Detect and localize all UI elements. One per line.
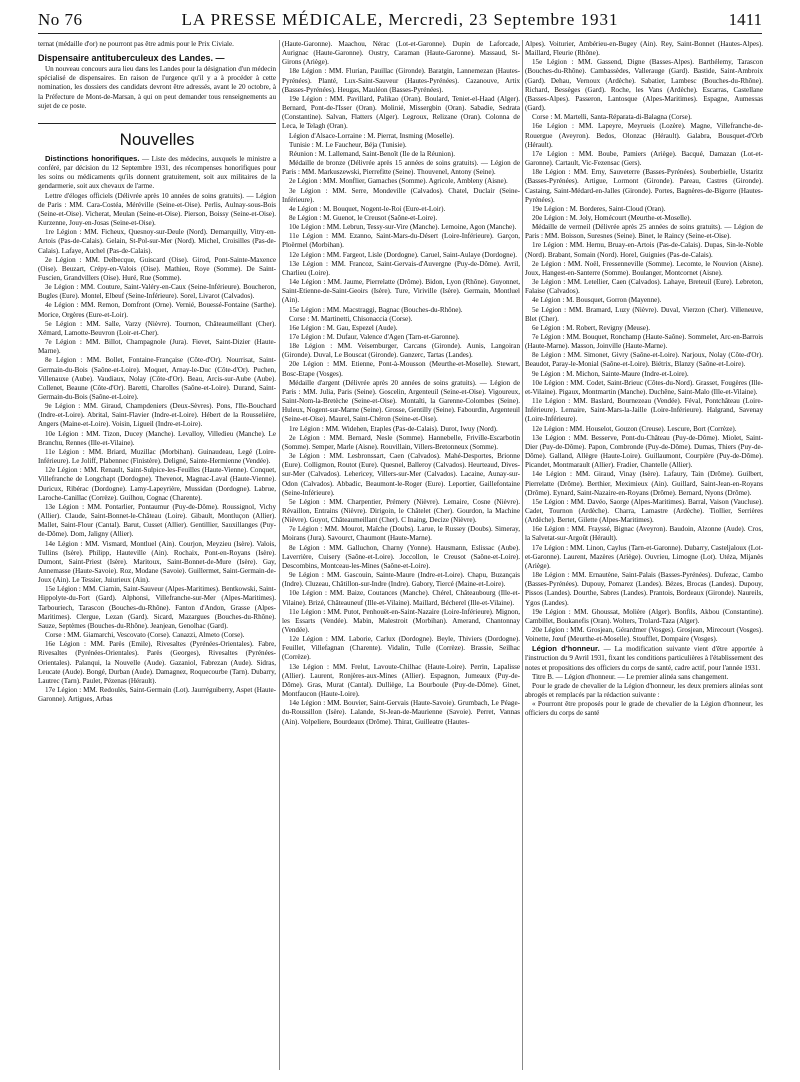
list-item: 3e Légion : MM. Serre, Mondeville (Calvados). Chatel, Duclair (Seine-Inférieure). [282, 186, 520, 204]
list-item: 3e Légion : MM. Letellier, Caen (Calvados). Lahaye, Breteuil (Eure). Lebreton, Falaise (Calvados). [525, 278, 763, 296]
list-item: 10e Légion : MM. Baize, Coutances (Manche). Chérel, Châteaubourg (Ille-et-Vilaine). Brizé, Châteauneuf (Ille-et-Vilaine). Maillard, Bécherel (Ille-et-Vilaine). [282, 589, 520, 607]
list-item: 12e Légion : MM. Fargeot, Lisle (Dordogne). Caruel, Saint-Aulaye (Dordogne). [289, 250, 517, 259]
list-item: 9e Légion : M. Michon, Sainte-Maure (Indre-et-Loire). [532, 369, 689, 378]
list-item: Corse : MM. Giamarchi, Vescovato (Corse). Canazzi, Almeto (Corse). [45, 631, 245, 640]
list-item: 10e Légion : MM. Codet, Saint-Brieuc (Côtes-du-Nord). Grasset, Fougères (Ille-et-Vilaine). Pigaux, Montmartin (Manche). Duchêne, Saint-Malo (Ille-et-Vilaine). [525, 378, 763, 396]
list-item: 19e Légion : M. Borderes, Saint-Cloud (Oran). [532, 204, 666, 213]
list-item: 18e Légion : MM. Ernautène, Saint-Palais (Basses-Pyrénées). Dufezac, Cambo (Basses-Pyrénées). Dupouy, Pomarez (Landes). Bézes, Brocas (Landes). Dupouy, Pissos (Landes). Dourthe, Sabres (Landes). Prantois, Bordeaux (Gironde). Naureils, Ygos (Landes). [525, 571, 763, 607]
column-divider [522, 40, 523, 1070]
journal-title: LA PRESSE MÉDICALE, Mercredi, 23 Septembre 1931 [181, 10, 619, 29]
list-item: 7e Légion : MM. Mourot, Maîche (Doubs). Larue, le Russey (Doubs). Simeray, Moirans (Jura). Savourct, Chaumont (Haute-Marne). [282, 525, 520, 543]
list-item: 17e Légion : M. Dufaur, Valence d'Agen (Tarn-et-Garonne). [289, 333, 460, 341]
list-item: 1re Légion : MM. Hernu, Bruay-en-Artois (Pas-de-Calais). Dupas, Sin-le-Noble (Nord). Brabant, Somain (Nord). Horel, Guignies (Pas-de-Calais). [525, 241, 763, 259]
list-item: 16e Légion : M. Gau, Espezel (Aude). [289, 323, 398, 332]
list-item: 8e Légion : M. Guenot, le Creusot (Saône-et-Loire). [289, 213, 438, 222]
list-item: 16e Légion : MM. Lapeyre, Meyrueis (Lozère). Magne, Villefranche-de-Rouergue (Aveyron). Bedos, Olonzac (Hérault). Galabra, Bousquet-d'Orb (Hérault). [525, 122, 763, 149]
list-item: 15e Légion : MM. Ciamin, Saint-Sauveur (Alpes-Maritimes). Bentkowski, Saint-Hippolyte-du-Fort (Gard). Alphonsi, Villefranche-sur-Mer (Alpes-Maritimes). Tarbouriech, Tarascon (Bouches-du-Rhône). Fanton d'Andon, Grasse (Alpes-Maritimes). Clergue, Lezan (Gard). Sicard, Mazargues (Bouches-du-Rhône). Sauze, Septèmes (Bouches-du-Rhône). Jeanjean, Genolhac (Gard). [38, 585, 276, 630]
list-item: 13e Légion : MM. Francoz, Saint-Gervais-d'Auvergne (Puy-de-Dôme). Avril, Charlieu (Loire). [282, 259, 520, 277]
list-item: 8e Légion : MM. Simonet, Givry (Saône-et-Loire). Narjoux, Nolay (Côte-d'Or). Beaudot, Paray-le-Monial (Saône-et-Loire). Biétrix, Blanzy (Saône-et-Loire). [525, 351, 763, 369]
list-item: 16e Légion : MM. Parès (Emile), Rivesaltes (Pyrénées-Orientales). Fabre, Rivesaltes (Pyrénées-Orientales). Parès (Georges), Rivesaltes (Pyrénées-Orientales). Palanqui, la Nouvelle (Aude). Gazaniol, Fabrezan (Aude). Sidras, Leucate (Aude). Bongé, Durban (Aude). Damagnez, Roquecourbe (Tarn). Dubarry, Lautrec (Tarn). Paulet, Pézenas (Hérault). [38, 640, 276, 685]
paragraph: ternat (médaille d'or) ne pourront pas être admis pour le Prix Civiale. [38, 40, 234, 48]
list-item: 11e Légion : MM. Ezanno, Saint-Mars-du-Désert (Loire-Inférieure). Garçon, Ploërmel (Morbihan). [282, 232, 520, 250]
paragraph: Titre B. — Légion d'honneur. — Le premier alinéa sans changement. [532, 672, 729, 681]
list-item: 18e Légion : MM. Erny, Sauveterre (Basses-Pyrénées). Souberbielle, Ustaritz (Basses-Pyrénées). Artigue, Lormont (Gironde). Pareau, Castres (Gironde). Castaing, Saint-Médard-en-Jalles (Gironde). Portes, Bagnères-de-Bigorre (Hautes-Pyrénées). [525, 168, 763, 204]
list-item: 12e Légion : MM. Houselot, Gouzon (Creuse). Lescure, Bort (Corrèze). [532, 424, 737, 433]
list-item: 11e Légion : MM. Briard, Muzillac (Morbihan). Guinaudeau, Legé (Loire-Inférieure). Le Joliff, Plabennec (Finistère). Deligné, Sainte-Hermienne (Vendée). [38, 447, 276, 466]
list-item: Alpes). Voiturier, Ambérieu-en-Bugey (Ain). Rey, Saint-Bonnet (Hautes-Alpes). Maillard, Fleurie (Rhône). [525, 40, 763, 58]
list-item: 19e Légion : MM. Ghoussat, Molière (Alger). Bonfils, Akbou (Constantine). Cambillet, Boukanefis (Oran). Wolters, Trolard-Taza (Alger). [525, 607, 763, 625]
list-item: 17e Légion : MM. Boube, Pamiers (Ariège). Bacqué, Damazan (Lot-et-Garonne). Cartault, Vic-Fezensac (Gers). [525, 149, 763, 168]
list-item: 15e Légion : MM. Gassend, Digne (Basses-Alpes). Barthélemy, Tarascon (Bouches-du-Rhône). Cambassèdes, Vallerauge (Gard). Bastide, Saint-Ambroix (Gard). Dehau, Vernoux (Ardèche). Sabatier, Lambesc (Bouches-du-Rhône). Richard, Bessèges (Gard). Roche, les Vans (Ardèche). Escarras, Castellane (Basses-Alpes). Passeron, Lantosque (Alpes-Maritimes). Espagne, Aumessas (Gard). [525, 58, 763, 113]
list-item: 18e Légion : MM. Veisemburger, Carcans (Gironde). Aunis, Langoiran (Gironde). Duval, Le Bouscat (Gironde). Ganzerc, Tartas (Landes). [282, 342, 520, 360]
list-item: 14e Légion : MM. Jaume, Pierrelatte (Drôme). Bidon, Lyon (Rhône). Guyonnet, Saint-Etienne-de-Saint-Geoirs (Isère). Ture, Viriville (Isère). Germain, Montluel (Ain). [282, 278, 520, 305]
list-item: 11e Légion : MM. Baslard, Bournezeau (Vendée). Féval, Pontchâteau (Loire-Inférieure). Lemaire, Saint-Mars-la-Jaille (Loire-Inférieure). Halgrand, Savenay (Loire-Inférieure). [525, 397, 763, 424]
list-item: 5e Légion : MM. Bramard, Luzy (Nièvre). Duval, Vierzon (Cher). Villeneuve, Blet (Cher). [525, 305, 763, 323]
list-item: 20e Légion : MM. Grosjean, Gérardmer (Vosges). Grosjean, Mirecourt (Vosges). Voinette, Jœuf (Meurthe-et-Moselle). Stoufflet, Dompaire (Vosges). [525, 626, 763, 644]
list-item: 4e Légion : MM. Remon, Domfront (Orne). Vernié, Bouessé-Fontaine (Sarthe). Morice, Orgères (Eure-et-Loir). [38, 301, 276, 319]
list-item: 9e Légion : MM. Gascouin, Sainte-Maure (Indre-et-Loire). Chapu, Buzançais (Indre). Cluzeau, Châtillon-sur-Indre (Indre). Gabory, Tiercé (Maine-et-Loire). [282, 571, 520, 589]
column-divider [279, 40, 280, 1070]
column-middle [282, 40, 520, 1070]
paragraph: — La modification suivante vient d'être apportée à l'instruction du 9 Avril 1931, fixant les conditions particulières à l'établissement des notes et propositions des officiers du corps de santé, cadre actif, pour l'année 1931. [525, 645, 763, 672]
list-item: 20e Légion : M. Joly, Homécourt (Meurthe-et-Moselle). [532, 213, 692, 222]
list-item: Réunion : M. Lallemand, Saint-Benoît (Ile de la Réunion). [289, 149, 456, 158]
list-item: 19e Légion : MM. Pavillard, Palikao (Oran). Boulard, Teniet-el-Haad (Alger). Bernard, Pont-de-l'Isser (Oran). Molinié, Missergbin (Oran). Sabadie, Sedrata (Constantine). Salvan, Flatters (Alger). Legroux, Relizane (Oran). Colonna de Leca, le Telagh (Oran). [282, 94, 520, 131]
list-item: 7e Légion : MM. Bouquet, Ronchamp (Haute-Saône). Sommelet, Arc-en-Barrois (Haute-Marne). Masson, Joinville (Haute-Marne). [525, 333, 763, 351]
list-item: 6e Légion : M. Robert, Revigny (Meuse). [532, 323, 651, 332]
list-item: 10e Légion : MM. Tizon, Ducey (Manche). Levalloy, Villedieu (Manche). Le Branchu, Rennes (Ille-et-Vilaine). [38, 429, 276, 447]
list-item: Médaille de vermeil (Délivrée après 25 années de soins gratuits). — Légion de Paris : MM. Boisson, Suresnes (Seine). Binet, le Raincy (Seine-et-Oise). [525, 223, 763, 241]
list-item: 2e Légion : MM. Monflier, Gamaches (Somme). Agricole, Ambleny (Aisne). [289, 177, 508, 186]
list-item: 2e Légion : MM. Noël, Fressenneville (Somme). Lecomte, le Nouvion (Aisne). Joux, Hangest-en-Santerre (Somme). Boulanger, Montcornet (Aisne). [525, 259, 763, 277]
list-item: 11e Légion : MM. Putot, Penhouët-en-Saint-Nazaire (Loire-Inférieure). Mignon, les Essarts (Vendée). Mabin, Malestroit (Morbihan). Amerand, Chantonnay (Vendée). [282, 607, 520, 634]
list-item: 15e Légion : MM. Macstraggi, Bagnac (Bouches-du-Rhône). [289, 305, 463, 314]
subheading-legion-honneur: Légion d'honneur. [532, 644, 600, 654]
list-item: 16e Légion : MM. Frayssé, Bignac (Aveyron). Baudoin, Alzonne (Aude). Cros, la Salvetat-sur-Argoût (Hérault). [525, 525, 763, 543]
list-item: 3e Légion : MM. Lesbronssart, Caen (Calvados). Mahé-Desportes, Brionne (Eure). Colligmon, Routot (Eure). Quesnel, Balleroy (Calvados). Heurteaud, Dives-sur-Mer (Calvados). Lehericey, Villers-sur-Mer (Calvados). Lacaine, Aunay-sur-Odon (Calvados). Abbadic, Beaumont-le-Roger (Eure). Leportier, Gaillefontaine (Seine-Inférieure). [282, 452, 520, 497]
subheading-dispensaire: Dispensaire antituberculeux des Landes. — [38, 53, 225, 64]
list-item: 12e Légion : MM. Renault, Saint-Sulpice-les-Feuilles (Haute-Vienne). Conquet, Villefranche de Longchapt (Dordogne). Thevenot, Magnac-Laval (Haute-Vienne). Duricux, Ribérac (Dordogne). Lamy-Lapeyrière, Mussidan (Dordogne). Labrue, Laroche-Canillac (Corrèze). Guilhou, Cognac (Charente). [38, 466, 276, 502]
paragraph: « Pourront être proposés pour le grade de chevalier de la Légion d'honneur, les officiers du corps de santé [525, 700, 763, 718]
list-item: (Haute-Garonne). Maachou, Nérac (Lot-et-Garonne). Dupin de Laforcade, Aurignac (Haute-Garonne). Oustry, Caraman (Haute-Garonne). Massaud, St-Girons (Ariège). [282, 40, 520, 67]
list-item: 5e Légion : MM. Salle, Varzy (Nièvre). Tournon, Châteaumeillant (Cher). Xémard, Lamotte-Beuvron (Loir-et-Cher). [38, 319, 276, 337]
list-item: Lettre d'éloges officiels (Délivrée après 10 années de soins gratuits). — Légion de Paris : MM. Cara-Costéa, Méréville (Seine-et-Oise). Perlis, Aulnay-sous-Bois (Seine-et-Oise). Vicherat, Meulan (Seine-et-Oise). Pierson, Boissy (Seine-et-Oise). Kurzenne, Jouy-en-Josas (Seine-et-Oise). [38, 191, 276, 228]
list-item: 14e Légion : MM. Giraud, Vinay (Isère). Lafaury, Tain (Drôme). Guilbert, Pierrelatte (Drôme). Berthier, Meximieux (Ain). Guillard, Saint-Jean-en-Royans (Drôme). Eynard, Saint-Nazaire-en-Royans (Drôme). Bernard, Nyons (Drôme). [525, 470, 763, 497]
list-item: 3e Légion : MM. Couture, Saint-Valéry-en-Caux (Seine-Inférieure). Boucheron, Bugles (Eure). Montel, Elbeuf (Seine-Inférieure). Sorel, Livarot (Calvados). [38, 283, 276, 301]
list-item: 1re Légion : MM. Widehen, Etaples (Pas-de-Calais). Durot, Iwuy (Nord). [289, 424, 498, 433]
list-item: 9e Légion : MM. Giraud, Champdeniers (Deux-Sèvres). Pons, l'Ile-Bouchard (Indre-et-Loire). Abrital, Saint-Flavier (Indre-et-Loire). Hébert de la Rousselière, Angers (Maine-et-Loire). Voisin, Ligueil (Indre-et-Loire). [38, 402, 276, 429]
column-left [38, 40, 276, 1070]
page-header [0, 0, 800, 34]
list-item: 17e Légion : MM. Redoulès, Saint-Germain (Lot). Jaurréguiberry, Aspet (Haute-Garonne). Artigues, Arbas [38, 686, 276, 704]
list-item: 14e Légion : MM. Bouvier, Saint-Gervais (Haute-Savoie). Grumbach, Le Péage-du-Roussillon (Isère). Lalande, St-Jean-de-Maurienne (Savoie). Perret, Vannas (Ain). Volpeliere, Bourdeaux (Drôme). Thirat, Guilleatre (Hautes- [282, 699, 520, 726]
column-right [525, 40, 763, 1070]
list-item: 4e Légion : M. Bousquet, Gorron (Mayenne). [532, 296, 662, 305]
list-item: 7e Légion : MM. Billot, Champagnole (Jura). Fievet, Saint-Dizier (Haute-Marne). [38, 338, 276, 356]
list-item: Médaille d'argent (Délivrée après 20 années de soins gratuits). — Légion de Paris : MM. Julia, Paris (Seine). Goscelin, Argenteuil (Seine-et-Oise). Vigoureux, Saint-Nom-la-Bretèche (Seine-et-Oise). Montalti, la Garenne-Colombes (Seine). Huleux, Nogent-sur-Marne (Seine). Grosse, Gentilly (Seine). Fabourdin, Argenteuil (Seine-et-Oise). Maurel, Saint-Chéron (Seine-et-Oise). [282, 378, 520, 424]
list-item: 2e Légion : MM. Delbecque, Guiscard (Oise). Girod, Pont-Sainte-Maxence (Oise). Beuzart, Crépy-en-Valois (Oise). Mathieu, Roye (Somme). De Saint-Fuscien, Grandvillers (Oise). Huré, Rue (Somme). [38, 255, 276, 282]
list-item: 18e Légion : MM. Flurian, Pauillac (Gironde). Baratgin, Lannemezan (Hautes-Pyrénées). Planté, Lux-Saint-Sauveur (Hautes-Pyrénées). Cazanouve, Artix (Basses-Pyrénées). Heugas, Mauléon (Basses-Pyrénées). [282, 67, 520, 94]
list-item: Légion d'Alsace-Lorraine : M. Pierrat, Insming (Moselle). [289, 131, 454, 140]
list-item: 5e Légion : MM. Charpentier, Prémery (Nièvre). Lemaire, Cosne (Nièvre). Révaillon, Entrains (Nièvre). Dirigoin, le Châtelet (Cher). Gourdon, la Machine (Nièvre). Guyot, Châteaumeillant (Cher). C Inaing, Decize (Nièvre). [282, 497, 520, 525]
list-item: 4e Légion : M. Bouquet, Nogent-le-Roi (Eure-et-Loir). [289, 204, 446, 213]
list-item: 8e Légion : MM. Bollet, Fontaine-Française (Côte-d'Or). Nourrisat, Saint-Germain-du-Bois (Saône-et-Loire). Moquet, Arnay-le-Duc (Côte-d'Or). Puchen, Villenauxe (Aube). Vaudiaux, Nolay (Côte-d'Or). Beau, Arcis-sur-Aube (Aube). Collenet, Beaune (Côte-d'Or). Baretti, Charolles (Saône-et-Loire). Durand, Saint-Germain-du-Bois (Saône-et-Loire). [38, 356, 276, 401]
list-item: 2e Légion : MM. Bernard, Nesle (Somme). Hannebelle, Friville-Escarbotin (Somme). Semper, Marle (Aisne). Rouvillain, Villers-Bretonneux (Somme). [282, 433, 520, 451]
list-item: 13e Légion : MM. Pontarlier, Pontaumur (Puy-de-Dôme). Roussignol, Vichy (Allier). Claude, Saint-Bonnet-le-Château (Loire). Gibault, Montluçon (Allier). Mallet, Saint-Flour (Cantal). Barut, Cusset (Allier). Gentillier, Sauxillanges (Puy-de-Dôme). Dom, Jaligny (Allier). [38, 502, 276, 539]
list-item: 8e Légion : MM. Galluchon, Charny (Yonne). Hausmann, Eslissac (Aube). Laverrière, Cuisery (Saône-et-Loire). Joccollon, le Creusot (Saône-et-Loire). Descombins, Montceau-les-Mines (Saône-et-Loire). [282, 543, 520, 570]
list-item: 13e Légion : MM. Besserve, Pont-du-Château (Puy-de-Dôme). Miolet, Saint-Dier (Puy-de-Dôme). Papon, Combronde (Puy-de-Dôme). Dumas, Thiers (Puy-de-Dôme). Galland, Allègre (Haute-Loire). Guillaumont, Courpière (Puy-de-Dôme). Picandet, Montmarault (Allier). Fradier, Chantelle (Allier). [525, 433, 763, 470]
list-item: 13e Légion : MM. Frelut, Lavoute-Chilhac (Haute-Loire). Perrin, Lapalisse (Allier). Laurent, Ronjères-aux-Mines (Allier). Espagnon, Jumeaux (Puy-de-Dôme). Gras, Murat (Cantal). Dulliège, La Bourboule (Puy-de-Dôme). Ginet, Montfaucon (Haute-Loire). [282, 662, 520, 699]
list-item: Tunisie : M. Le Faucheur, Béja (Tunisie). [289, 140, 407, 149]
list-item: 17e Légion : MM. Linon, Caylus (Tarn-et-Garonne). Dubarry, Casteljaloux (Lot-et-Garonne). Laurent, Mazères (Ariège). Ouvrieu, Limogne (Lot). Utéza, Mijanès (Ariège). [525, 543, 763, 570]
list-item: Corse : M. Martinetti, Chisonaccia (Corse). [289, 314, 413, 323]
paragraph: Pour le grade de chevalier de la Légion d'honneur, les deux premiers alinéas sont abrogés et remplacés par la rédaction suivante : [525, 681, 763, 700]
paragraph: Un nouveau concours aura lieu dans les Landes pour la désignation d'un médecin spécialisé de dispensaires. En raison de l'urgence qu'il y a à procéder à cette nomination, les dossiers des candidats devront être adressés, avant le 20 octobre, à la Préfecture de Mont-de-Marsan, à qui on peut demander tous renseignements au sujet de ce poste. [38, 65, 276, 110]
list-item: Corse : M. Martelli, Santa-Réparata-di-Balagna (Corse). [532, 113, 692, 122]
list-item: 1re Légion : MM. Ficheux, Quesnoy-sur-Deule (Nord). Demarquilly, Vitry-en-Artois (Pas-de-Calais). Gelain, St-Pol-sur-Mer (Nord). Michel, Croisilles (Pas-de-Calais). Lafaye, Auchel (Pas-de-Calais). [38, 228, 276, 255]
list-item: 10e Légion : MM. Lebrun, Tessy-sur-Vire (Manche). Lemoine, Agon (Manche). [289, 223, 517, 232]
list-item: 20e Légion : MM. Etienne, Pont-à-Mousson (Meurthe-et-Moselle). Stewart, Bosc-Etape (Vosges). [282, 360, 520, 378]
list-item: Médaille de bronze (Délivrée après 15 années de soins gratuits). — Légion de Paris : MM. Markuszewski, Pierrefitte (Seine). Thouvenel, Antony (Seine). [282, 159, 520, 177]
list-item: 14e Légion : MM. Vismard, Montluel (Ain). Courjon, Meyzieu (Isère). Valois, Tullins (Isère). Philipp, Hauteville (Ain). Rochaix, Pont-en-Royans (Isère). Dumont, Saint-Priest (Isère). Maritoux, Saint-Bonnet-de-Mure (Isère). Gay, Annemasse (Haute-Savoie). Roz, Modane (Savoie). Guillermet, Saint-Germain-de-Joux (Ain). Le Tessier, Juiurieux (Ain). [38, 539, 276, 585]
list-item: 15e Légion : MM. Davéo, Saorge (Alpes-Maritimes). Barral, Vaison (Vaucluse). Cadet, Tournon (Ardèche). Charra, Lamastre (Ardèche). Tiollier, Serrières (Ardèche). Bertet, Gilette (Alpes-Maritimes). [525, 497, 763, 525]
page-number: 1411 [728, 10, 762, 29]
paragraph: — Liste des médecins, auxquels le ministre a conféré, par décision du 12 Septembre 1931, des récompenses honorifiques pour les soins ou médicaments qu'ils donnent gratuitement, soit aux militaires de la gendarmerie, soit aux chevaux de l'arme. [38, 154, 276, 191]
header-rule [38, 33, 762, 34]
section-title-nouvelles: Nouvelles [38, 123, 276, 150]
list-item: 12e Légion : MM. Laborie, Carlux (Dordogne). Beyle, Thiviers (Dordogne). Feuillet, Villefagnan (Charente). Vidalin, Tulle (Corrèze). Brassie, Seilhac (Corrèze). [282, 635, 520, 662]
issue-number: No 76 [38, 10, 83, 29]
subheading-distinctions: Distinctions honorifiques. [45, 153, 140, 163]
